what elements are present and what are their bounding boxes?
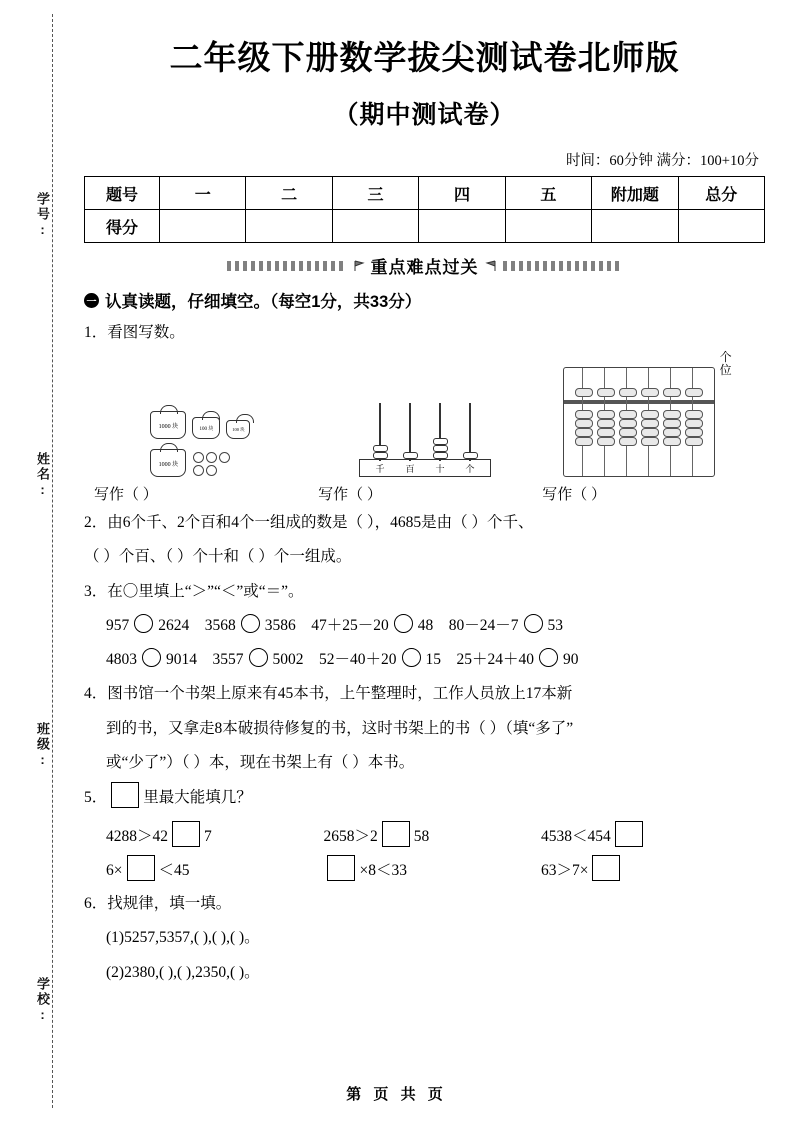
question-6-line-2[interactable]: (2)2380,( ),( ),2350,( )。: [106, 963, 260, 981]
abacus-bead: [685, 410, 703, 419]
question-5-number: 5．: [84, 788, 108, 806]
question-6-title: 6．找规律，填一填。: [84, 895, 232, 913]
section-1-heading: [84, 288, 765, 312]
compare-right: 5002: [272, 651, 304, 669]
section-banner: [84, 253, 765, 278]
q5-expr-after: ＜45: [158, 862, 190, 880]
question-4-line-1: 4．图书馆一个书架上原来有45本书，上午整理时，工作人员放上17本新: [84, 685, 573, 703]
write-answer-blank[interactable]: 写作（ ）: [318, 487, 382, 504]
money-bag: [192, 417, 220, 439]
abacus-bead: [663, 419, 681, 428]
score-table-cell: 一: [160, 177, 246, 210]
side-label-school: 学校:: [35, 976, 50, 1024]
q5-expr-before: 4538＜454: [540, 828, 611, 846]
compare-circle[interactable]: [142, 648, 161, 667]
q5-item: [541, 821, 758, 847]
abacus-graphic: [563, 367, 715, 477]
money-bag: [150, 411, 186, 439]
abacus-bead: [641, 388, 659, 397]
compare-right: 48: [417, 616, 434, 634]
write-answer-blank[interactable]: 写作（ ）: [94, 487, 158, 504]
page-subtitle: （期中测试卷）: [333, 101, 516, 129]
question-4-line-2: 到的书，又拿走8本破损待修复的书，这时书架上的书（ ）（填“多了”: [106, 719, 574, 737]
coin-icon: [193, 465, 204, 476]
money-bag: [150, 449, 186, 477]
coin-icon: [206, 465, 217, 476]
q5-item: [323, 855, 540, 881]
question-2-line-1: 2．由6个千、2个百和4个一组成的数是（ ），4685是由（ ）个千、: [84, 514, 534, 532]
counter-label-one: 个: [465, 464, 475, 475]
banner-deco-right: [503, 261, 623, 271]
figure-money-bags: [90, 354, 311, 504]
abacus-bead: [597, 437, 615, 446]
score-input-cell[interactable]: [332, 210, 418, 243]
q5-item: [106, 821, 323, 847]
q5-expr-after: 58: [413, 828, 430, 846]
compare-left: 3568: [204, 616, 236, 634]
money-bag: [226, 420, 250, 439]
abacus-bead: [597, 410, 615, 419]
money-bag-label: 1000 块: [158, 461, 179, 468]
score-input-cell[interactable]: [505, 210, 591, 243]
q5-expr-after: ×8＜33: [359, 862, 407, 880]
flag-icon: [485, 260, 497, 272]
compare-right: 53: [547, 616, 564, 634]
coin-icon: [206, 452, 217, 463]
q5-expr-before: 2658＞2: [323, 828, 378, 846]
abacus-bead: [619, 388, 637, 397]
abacus-bead: [663, 388, 681, 397]
score-table-cell: 四: [419, 177, 505, 210]
flag-icon: [353, 260, 365, 272]
counter-bead: [373, 445, 388, 452]
compare-circle[interactable]: [241, 614, 260, 633]
answer-box[interactable]: [111, 782, 139, 808]
margin-dashed-line: [52, 14, 53, 1108]
question-5-title: [84, 782, 765, 813]
counter-bead: [433, 438, 448, 445]
compare-left: 80－24－7: [448, 616, 519, 634]
abacus-bead: [575, 410, 593, 419]
score-table-cell: 五: [505, 177, 591, 210]
counter-label-ten: 十: [435, 464, 445, 475]
side-label-student-id: 学号:: [35, 191, 50, 239]
compare-left: 3557: [212, 651, 244, 669]
side-label-group: [26, 0, 52, 1122]
abacus-bead: [685, 388, 703, 397]
compare-circle[interactable]: [394, 614, 413, 633]
counter-bead: [433, 445, 448, 452]
question-3-row-2: [84, 645, 765, 675]
compare-left: 47＋25－20: [311, 616, 389, 634]
abacus-bead: [575, 428, 593, 437]
counter-bead: [373, 452, 388, 459]
abacus-bead: [663, 428, 681, 437]
exam-meta: 时间：60分钟 满分：100+10分: [565, 153, 759, 169]
score-table: [84, 176, 765, 243]
page-title: 二年级下册数学拔尖测试卷北师版: [169, 39, 680, 76]
table-row: [85, 177, 765, 210]
answer-box[interactable]: [382, 821, 410, 847]
counter-bead: [463, 452, 478, 459]
score-table-cell: 总分: [678, 177, 764, 210]
score-input-cell[interactable]: [246, 210, 332, 243]
compare-right: 3586: [264, 616, 296, 634]
coin-icon: [219, 452, 230, 463]
counter-bead: [433, 452, 448, 459]
question-1-figures: [84, 350, 765, 504]
document-content: [84, 18, 765, 992]
q5-item: [323, 821, 540, 847]
q5-expr-before: 6×: [106, 862, 123, 880]
score-table-cell: 题号: [85, 177, 160, 210]
compare-right: 9014: [166, 651, 197, 669]
question-5-title-text: 里最大能填几？: [143, 788, 252, 806]
figure-abacus: [538, 350, 759, 504]
abacus-bead: [597, 388, 615, 397]
figure-place-value-counter: [314, 354, 535, 504]
abacus-bead: [575, 388, 593, 397]
abacus-bead: [641, 428, 659, 437]
answer-box[interactable]: [615, 821, 643, 847]
counter-label-hundred: 百: [405, 464, 415, 475]
score-table-cell: 二: [246, 177, 332, 210]
compare-circle[interactable]: [402, 648, 421, 667]
question-4-line-3: 或“少了”）（ ）本，现在书架上有（ ）本书。: [106, 753, 415, 771]
answer-box[interactable]: [592, 855, 620, 881]
abacus-bead: [685, 419, 703, 428]
q5-item: [541, 855, 758, 881]
abacus-bead: [619, 437, 637, 446]
abacus-bead: [663, 437, 681, 446]
money-bag-label: 100 块: [199, 426, 214, 432]
money-bag-label: 1000 块: [158, 423, 179, 430]
abacus-bead: [575, 437, 593, 446]
compare-right: 2624: [158, 616, 190, 634]
abacus-bead: [685, 437, 703, 446]
abacus-bead: [597, 419, 615, 428]
side-label-name: 姓名:: [35, 451, 50, 499]
abacus-bead: [641, 419, 659, 428]
page-footer: 第 页 共 页: [346, 1086, 447, 1103]
compare-circle[interactable]: [134, 614, 153, 633]
question-3-row-1: [84, 611, 765, 641]
table-row: [85, 210, 765, 243]
counter-graphic: [359, 381, 489, 477]
banner-title: 重点难点过关: [370, 258, 479, 277]
compare-circle[interactable]: [249, 648, 268, 667]
score-table-cell: 附加题: [592, 177, 678, 210]
compare-circle[interactable]: [539, 648, 558, 667]
q5-expr-before: 63＞7×: [540, 862, 589, 880]
question-5-row-2: [84, 855, 765, 881]
money-bag-label: 100 块: [232, 426, 245, 432]
answer-box[interactable]: [127, 855, 155, 881]
banner-deco-left: [227, 261, 347, 271]
side-label-class: 班级:: [35, 721, 50, 769]
score-input-cell[interactable]: [592, 210, 678, 243]
abacus-bead: [641, 410, 659, 419]
compare-circle[interactable]: [524, 614, 543, 633]
abacus-unit-label: 个位: [719, 350, 732, 378]
counter-bead: [403, 452, 418, 459]
abacus-bead: [685, 428, 703, 437]
compare-right: 15: [425, 651, 442, 669]
answer-box[interactable]: [327, 855, 355, 881]
compare-left: 25＋24＋40: [456, 651, 535, 669]
coin-icon: [193, 452, 204, 463]
score-input-cell[interactable]: [678, 210, 764, 243]
q5-expr-before: 4288＞42: [106, 828, 169, 846]
score-table-cell: 得分: [85, 210, 160, 243]
counter-label-thousand: 千: [375, 464, 385, 475]
q5-expr-after: 7: [204, 828, 212, 846]
section-number-badge: 一: [84, 293, 99, 308]
abacus-bead: [619, 428, 637, 437]
score-table-cell: 三: [332, 177, 418, 210]
compare-left: 52－40＋20: [319, 651, 397, 669]
answer-box[interactable]: [172, 821, 200, 847]
compare-right: 90: [563, 651, 579, 669]
section-1-title: 认真读题，仔细填空。（每空1分，共33分）: [105, 293, 422, 311]
question-6-line-1[interactable]: (1)5257,5357,( ),( ),( )。: [106, 929, 260, 947]
abacus-bead: [575, 419, 593, 428]
q5-item: [106, 855, 323, 881]
score-input-cell[interactable]: [419, 210, 505, 243]
score-input-cell[interactable]: [160, 210, 246, 243]
abacus-bead: [663, 410, 681, 419]
question-1-text: 1．看图写数。: [84, 324, 185, 341]
abacus-bead: [619, 419, 637, 428]
question-2-line-2: （ ）个百、（ ）个十和（ ）个一组成。: [84, 548, 352, 566]
abacus-bead: [597, 428, 615, 437]
abacus-bead: [641, 437, 659, 446]
question-3-title: 3．在〇里填上“＞”“＜”或“＝”。: [84, 582, 304, 600]
compare-left: 957: [106, 616, 130, 634]
abacus-bead: [619, 410, 637, 419]
write-answer-blank[interactable]: 写作（ ）: [542, 487, 606, 504]
compare-left: 4803: [106, 651, 137, 669]
question-5-row-1: [84, 821, 765, 847]
